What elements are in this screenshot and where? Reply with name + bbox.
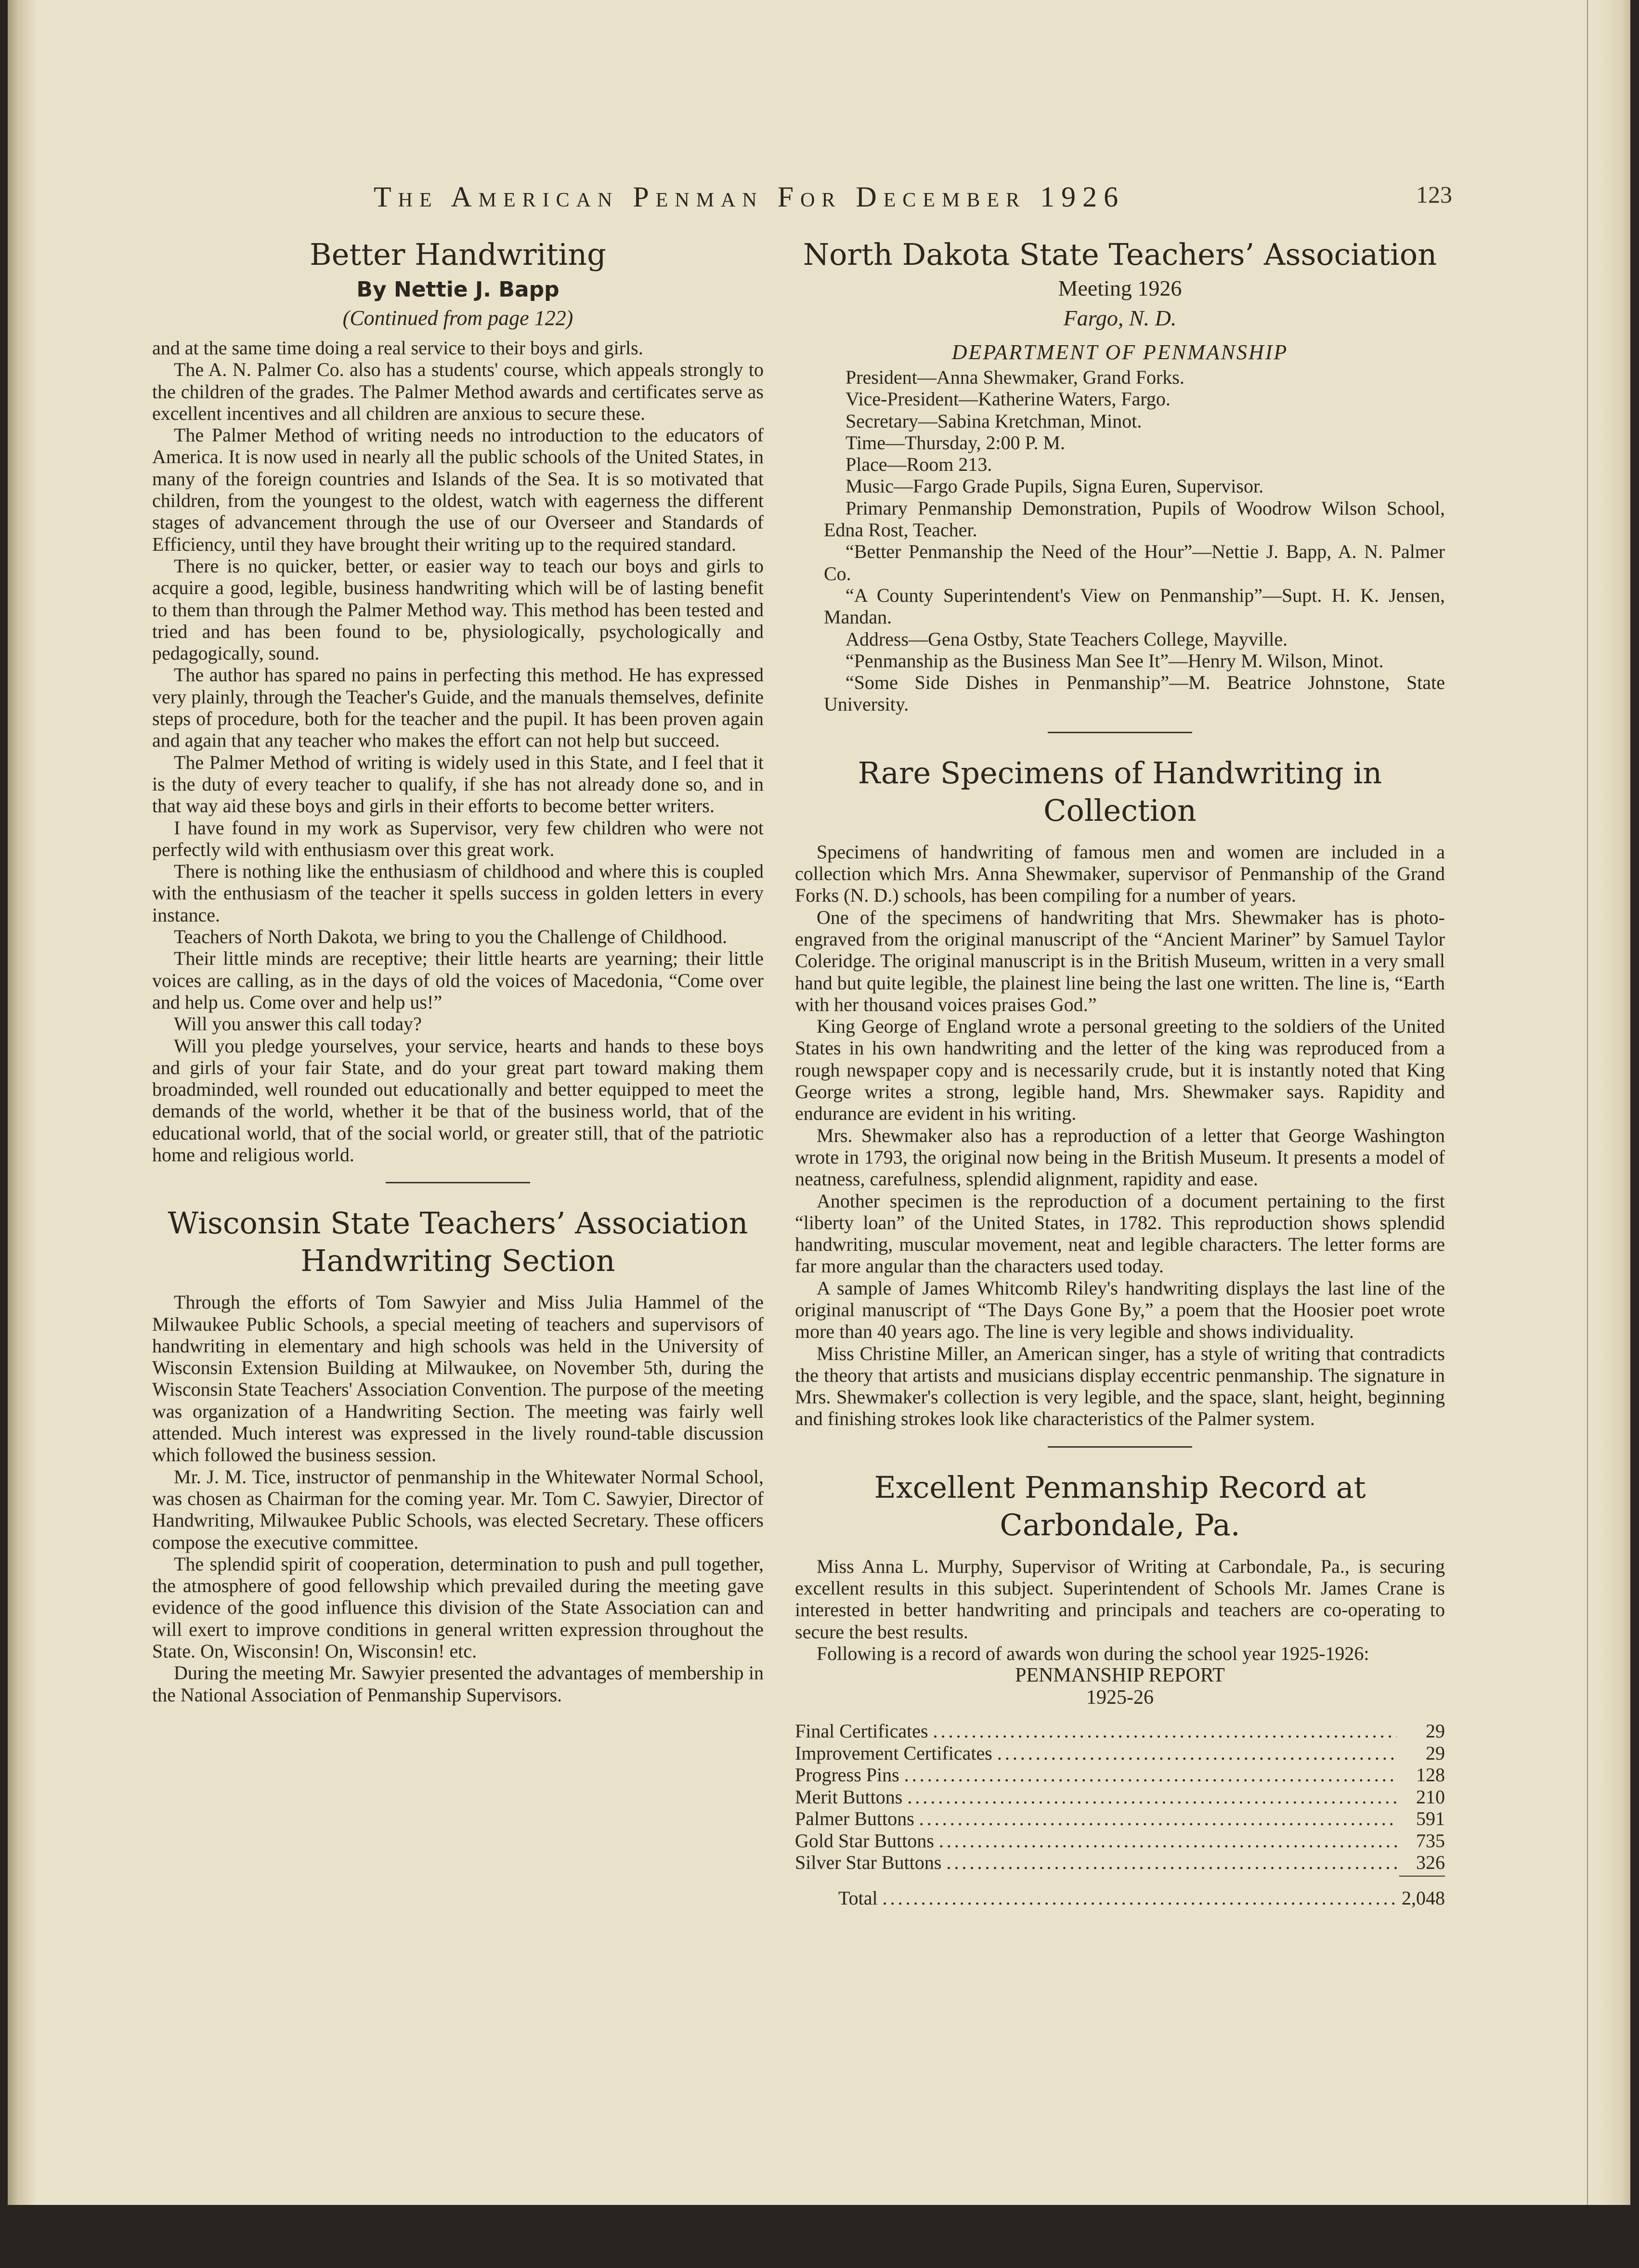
paragraph: Miss Anna L. Murphy, Supervisor of Writing at Carbondale, Pa., is securing excellent results in this subject. Superintendent of Schools Mr. James Crane is interested in better handwriting and principals and teachers are co-operating to secure the best results. <box>795 1555 1445 1643</box>
report-year: 1925-26 <box>1086 1686 1154 1709</box>
paragraph: One of the specimens of handwriting that Mrs. Shewmaker has is photo-engraved from the original manuscript of the “Ancient Mariner” by Samuel Taylor Coleridge. The original manuscript is in the British Museum, written in a very small hand but quite legible, the plainest line being the last one written. The line is, “Earth with her thousand voices praises God.” <box>795 906 1445 1015</box>
paragraph: The Palmer Method of writing needs no introduction to the educators of America. It is now used in nearly all the public schools of the United States, in many of the foreign countries and Islands of the Sea. It is so motivated that children, from the youngest to the oldest, watch with eagerness the different stages of advancement through the use of our Overseer and Standards of Efficiency, until they have brought their writing up to the required standard. <box>152 424 764 555</box>
left-column <box>152 236 764 1706</box>
row-value: 326 <box>1416 1852 1445 1874</box>
program-item: Secretary—Sabina Kretchman, Minot. <box>846 410 1142 432</box>
dot-leader <box>939 1830 1397 1852</box>
program-item: Address—Gena Ostby, State Teachers College, Mayville. <box>846 628 1288 650</box>
paragraph: and at the same time doing a real service to their boys and girls. <box>152 337 643 359</box>
row-value: 210 <box>1416 1786 1445 1808</box>
section-divider <box>386 1182 530 1183</box>
paragraph: The Palmer Method of writing is widely used in this State, and I feel that it is the duty of every teacher to qualify, if she has not already done so, and in that way aid these boys and girls in their efforts to become better writers. <box>152 751 764 817</box>
program-item: “Penmanship as the Business Man See It”—Henry M. Wilson, Minot. <box>846 649 1384 672</box>
program-item: “A County Superintendent's View on Penmanship”—Supt. H. K. Jensen, Mandan. <box>824 584 1445 628</box>
dot-leader <box>997 1742 1397 1764</box>
article-byline: By Nettie J. Bapp <box>356 277 559 302</box>
paragraph: Miss Christine Miller, an American singer, has a style of writing that contradicts the theory that artists and musicians display eccentric penmanship. The signature in Mrs. Shewmaker's collection is very legible, and the space, slant, height, beginning and finishing strokes look like characteristics of the Palmer system. <box>795 1342 1445 1430</box>
article-title-better-handwriting: Better Handwriting <box>310 237 606 272</box>
dot-leader <box>946 1852 1397 1874</box>
paragraph: There is no quicker, better, or easier way to teach our boys and girls to acquire a good, legible, business handwriting which will be of lasting benefit to them than through the Palmer Method way. This method has been tested and tried and has been found to be, physiologically, psychologically and pedagogically, sound. <box>152 555 764 664</box>
article-title-rare-specimens: Rare Specimens of Handwriting in Collection <box>858 755 1382 828</box>
report-table <box>795 1720 1445 1909</box>
paragraph: A sample of James Whitcomb Riley's handwriting displays the last line of the original manuscript of “The Days Gone By,” a poem that the Hoosier poet wrote more than 40 years ago. The line is very legible and shows individuality. <box>795 1277 1445 1343</box>
row-value: 29 <box>1426 1720 1445 1742</box>
dot-leader <box>933 1720 1397 1742</box>
paragraph: King George of England wrote a personal greeting to the soldiers of the United States in his own handwriting and the letter of the king was reproduced from a rough newspaper copy and is necessarily crude, but it is instantly noted that King George writes a strong, legible hand, Mrs. Shewmaker says. Rapidity and endurance are evident in his writing. <box>795 1015 1445 1125</box>
table-row <box>795 1742 1445 1764</box>
row-value: 591 <box>1416 1808 1445 1830</box>
department-heading: DEPARTMENT OF PENMANSHIP <box>951 340 1288 364</box>
paragraph: Mrs. Shewmaker also has a reproduction of a letter that George Washington wrote in 1793, the original now being in the British Museum. It presents a model of neatness, carefulness, splendid alignment, rapidity and ease. <box>795 1124 1445 1190</box>
page-fold-line <box>1587 0 1588 2205</box>
total-row <box>795 1887 1445 1909</box>
magazine-page <box>8 0 1630 2205</box>
meeting-line: Meeting 1926 <box>1058 276 1182 300</box>
sum-rule <box>1399 1876 1445 1877</box>
report-title: PENMANSHIP REPORT <box>1015 1664 1225 1687</box>
title-line: Wisconsin State Teachers’ Association <box>168 1205 748 1241</box>
spacer <box>795 1544 1445 1555</box>
continued-note: (Continued from page 122) <box>342 306 573 330</box>
paragraph: Another specimen is the reproduction of a document pertaining to the first “liberty loan” of the United States, in 1782. This reproduction shows splendid handwriting, muscular movement, neat and legible characters. The letter forms are far more angular than the characters used today. <box>795 1190 1445 1277</box>
paragraph: Will you pledge yourselves, your service, hearts and hands to these boys and girls of your fair State, and do your great part toward making them broadminded, well rounded out educationally and better equipped to meet the demands of the world, whether it be that of the business world, that of the educational world, that of the social world, or greater still, that of the patriotic home and religious world. <box>152 1035 764 1166</box>
paragraph: Teachers of North Dakota, we bring to you the Challenge of Childhood. <box>174 926 728 948</box>
spacer <box>152 1280 764 1291</box>
row-label: Palmer Buttons <box>795 1808 914 1830</box>
paragraph: There is nothing like the enthusiasm of childhood and where this is coupled with the enthusiasm of the teacher it spells success in golden letters in every instance. <box>152 860 764 926</box>
paragraph: Their little minds are receptive; their little hearts are yearning; their little voices are calling, as in the days of old the voices of Macedonia, “Come over and help us. Come over and help us!” <box>152 947 764 1013</box>
running-header <box>176 181 1452 219</box>
article-title-wisconsin <box>152 1205 764 1280</box>
title-line: Handwriting Section <box>300 1243 615 1279</box>
article-title-carbondale <box>795 1469 1445 1544</box>
program-item: “Better Penmanship the Need of the Hour”—Nettie J. Bapp, A. N. Palmer Co. <box>824 541 1445 584</box>
right-column <box>795 236 1445 1909</box>
paragraph: Following is a record of awards won during the school year 1925-1926: <box>817 1642 1369 1664</box>
row-value: 735 <box>1416 1829 1445 1852</box>
total-value: 2,048 <box>1402 1887 1445 1909</box>
paragraph: I have found in my work as Supervisor, very few children who were not perfectly wild with enthusiasm over this great work. <box>152 816 764 860</box>
program-item: Vice-President—Katherine Waters, Fargo. <box>846 388 1171 410</box>
program-item: “Some Side Dishes in Penmanship”—M. Beatrice Johnstone, State University. <box>824 672 1445 715</box>
title-line: Carbondale, Pa. <box>1000 1507 1240 1542</box>
paragraph: The splendid spirit of cooperation, determination to push and pull together, the atmosphere of good fellowship which prevailed during the meeting gave evidence of the good influence this division of the State Association can and will exert to improve conditions in general written expression throughout the State. On, Wisconsin! On, Wisconsin! etc. <box>152 1553 764 1662</box>
table-row <box>795 1764 1445 1786</box>
section-divider <box>1048 732 1192 733</box>
dot-leader <box>883 1887 1397 1909</box>
program-item: President—Anna Shewmaker, Grand Forks. <box>846 366 1184 388</box>
program-item: Time—Thursday, 2:00 P. M. <box>846 431 1065 454</box>
row-value: 29 <box>1426 1742 1445 1764</box>
paragraph: Will you answer this call today? <box>174 1013 422 1035</box>
table-row <box>795 1720 1445 1742</box>
paragraph: Mr. J. M. Tice, instructor of penmanship in the Whitewater Normal School, was chosen as Chairman for the coming year. Mr. Tom C. Sawyier, Director of Handwriting, Milwaukee Public Schools, was elected Secretary. These officers compose the executive committee. <box>152 1465 764 1553</box>
paragraph: The A. N. Palmer Co. also has a students' course, which appeals strongly to the children of the grades. The Palmer Method awards and certificates serve as excellent incentives and all children are anxious to secure these. <box>152 359 764 424</box>
program-item: Primary Penmanship Demonstration, Pupils of Woodrow Wilson School, Edna Rost, Teacher. <box>824 497 1445 541</box>
table-row <box>795 1852 1445 1874</box>
row-value: 128 <box>1416 1764 1445 1786</box>
page-number: 123 <box>1416 181 1452 208</box>
header-title: The American Penman For December 1926 <box>374 181 1125 213</box>
paragraph: Specimens of handwriting of famous men and women are included in a collection which Mrs. Anna Shewmaker, supervisor of Penmanship of the Grand Forks (N. D.) schools, has been compiling for a number of years. <box>795 841 1445 907</box>
title-line: Excellent Penmanship Record at <box>874 1469 1366 1505</box>
row-label: Final Certificates <box>795 1720 928 1742</box>
table-row <box>795 1808 1445 1830</box>
paragraph: The author has spared no pains in perfecting this method. He has expressed very plainly, through the Teacher's Guide, and the manuals themselves, definite steps of procedure, both for the teacher and the pupil. It has been proven again and again that any teacher who makes the effort can not help but succeed. <box>152 664 764 752</box>
table-row <box>795 1830 1445 1852</box>
total-label: Total <box>838 1887 878 1909</box>
dot-leader <box>907 1786 1397 1808</box>
dot-leader <box>904 1764 1397 1786</box>
location-line: Fargo, N. D. <box>1063 306 1177 330</box>
table-row <box>795 1786 1445 1808</box>
row-label: Improvement Certificates <box>795 1742 992 1764</box>
paragraph: During the meeting Mr. Sawyier presented the advantages of membership in the National Association of Penmanship Supervisors. <box>152 1662 764 1706</box>
article-title-north-dakota: North Dakota State Teachers’ Association <box>803 237 1437 272</box>
program-item: Music—Fargo Grade Pupils, Signa Euren, Supervisor. <box>846 475 1264 497</box>
spacer <box>795 829 1445 841</box>
paragraph: Through the efforts of Tom Sawyier and Miss Julia Hammel of the Milwaukee Public Schools, a special meeting of teachers and supervisors of handwriting in elementary and high schools was held in the University of Wisconsin Extension Building at Milwaukee, on November 5th, during the Wisconsin State Teachers' Association Convention. The purpose of the meeting was organization of a Handwriting Section. The meeting was fairly well attended. Much interest was expressed in the lively round-table discussion which followed the business session. <box>152 1291 764 1466</box>
row-label: Merit Buttons <box>795 1786 903 1808</box>
dot-leader <box>919 1808 1397 1830</box>
row-label: Silver Star Buttons <box>795 1852 942 1874</box>
row-label: Gold Star Buttons <box>795 1829 934 1852</box>
section-divider <box>1048 1446 1192 1448</box>
row-label: Progress Pins <box>795 1764 899 1786</box>
program-item: Place—Room 213. <box>846 454 992 476</box>
spacer <box>795 1709 1445 1720</box>
